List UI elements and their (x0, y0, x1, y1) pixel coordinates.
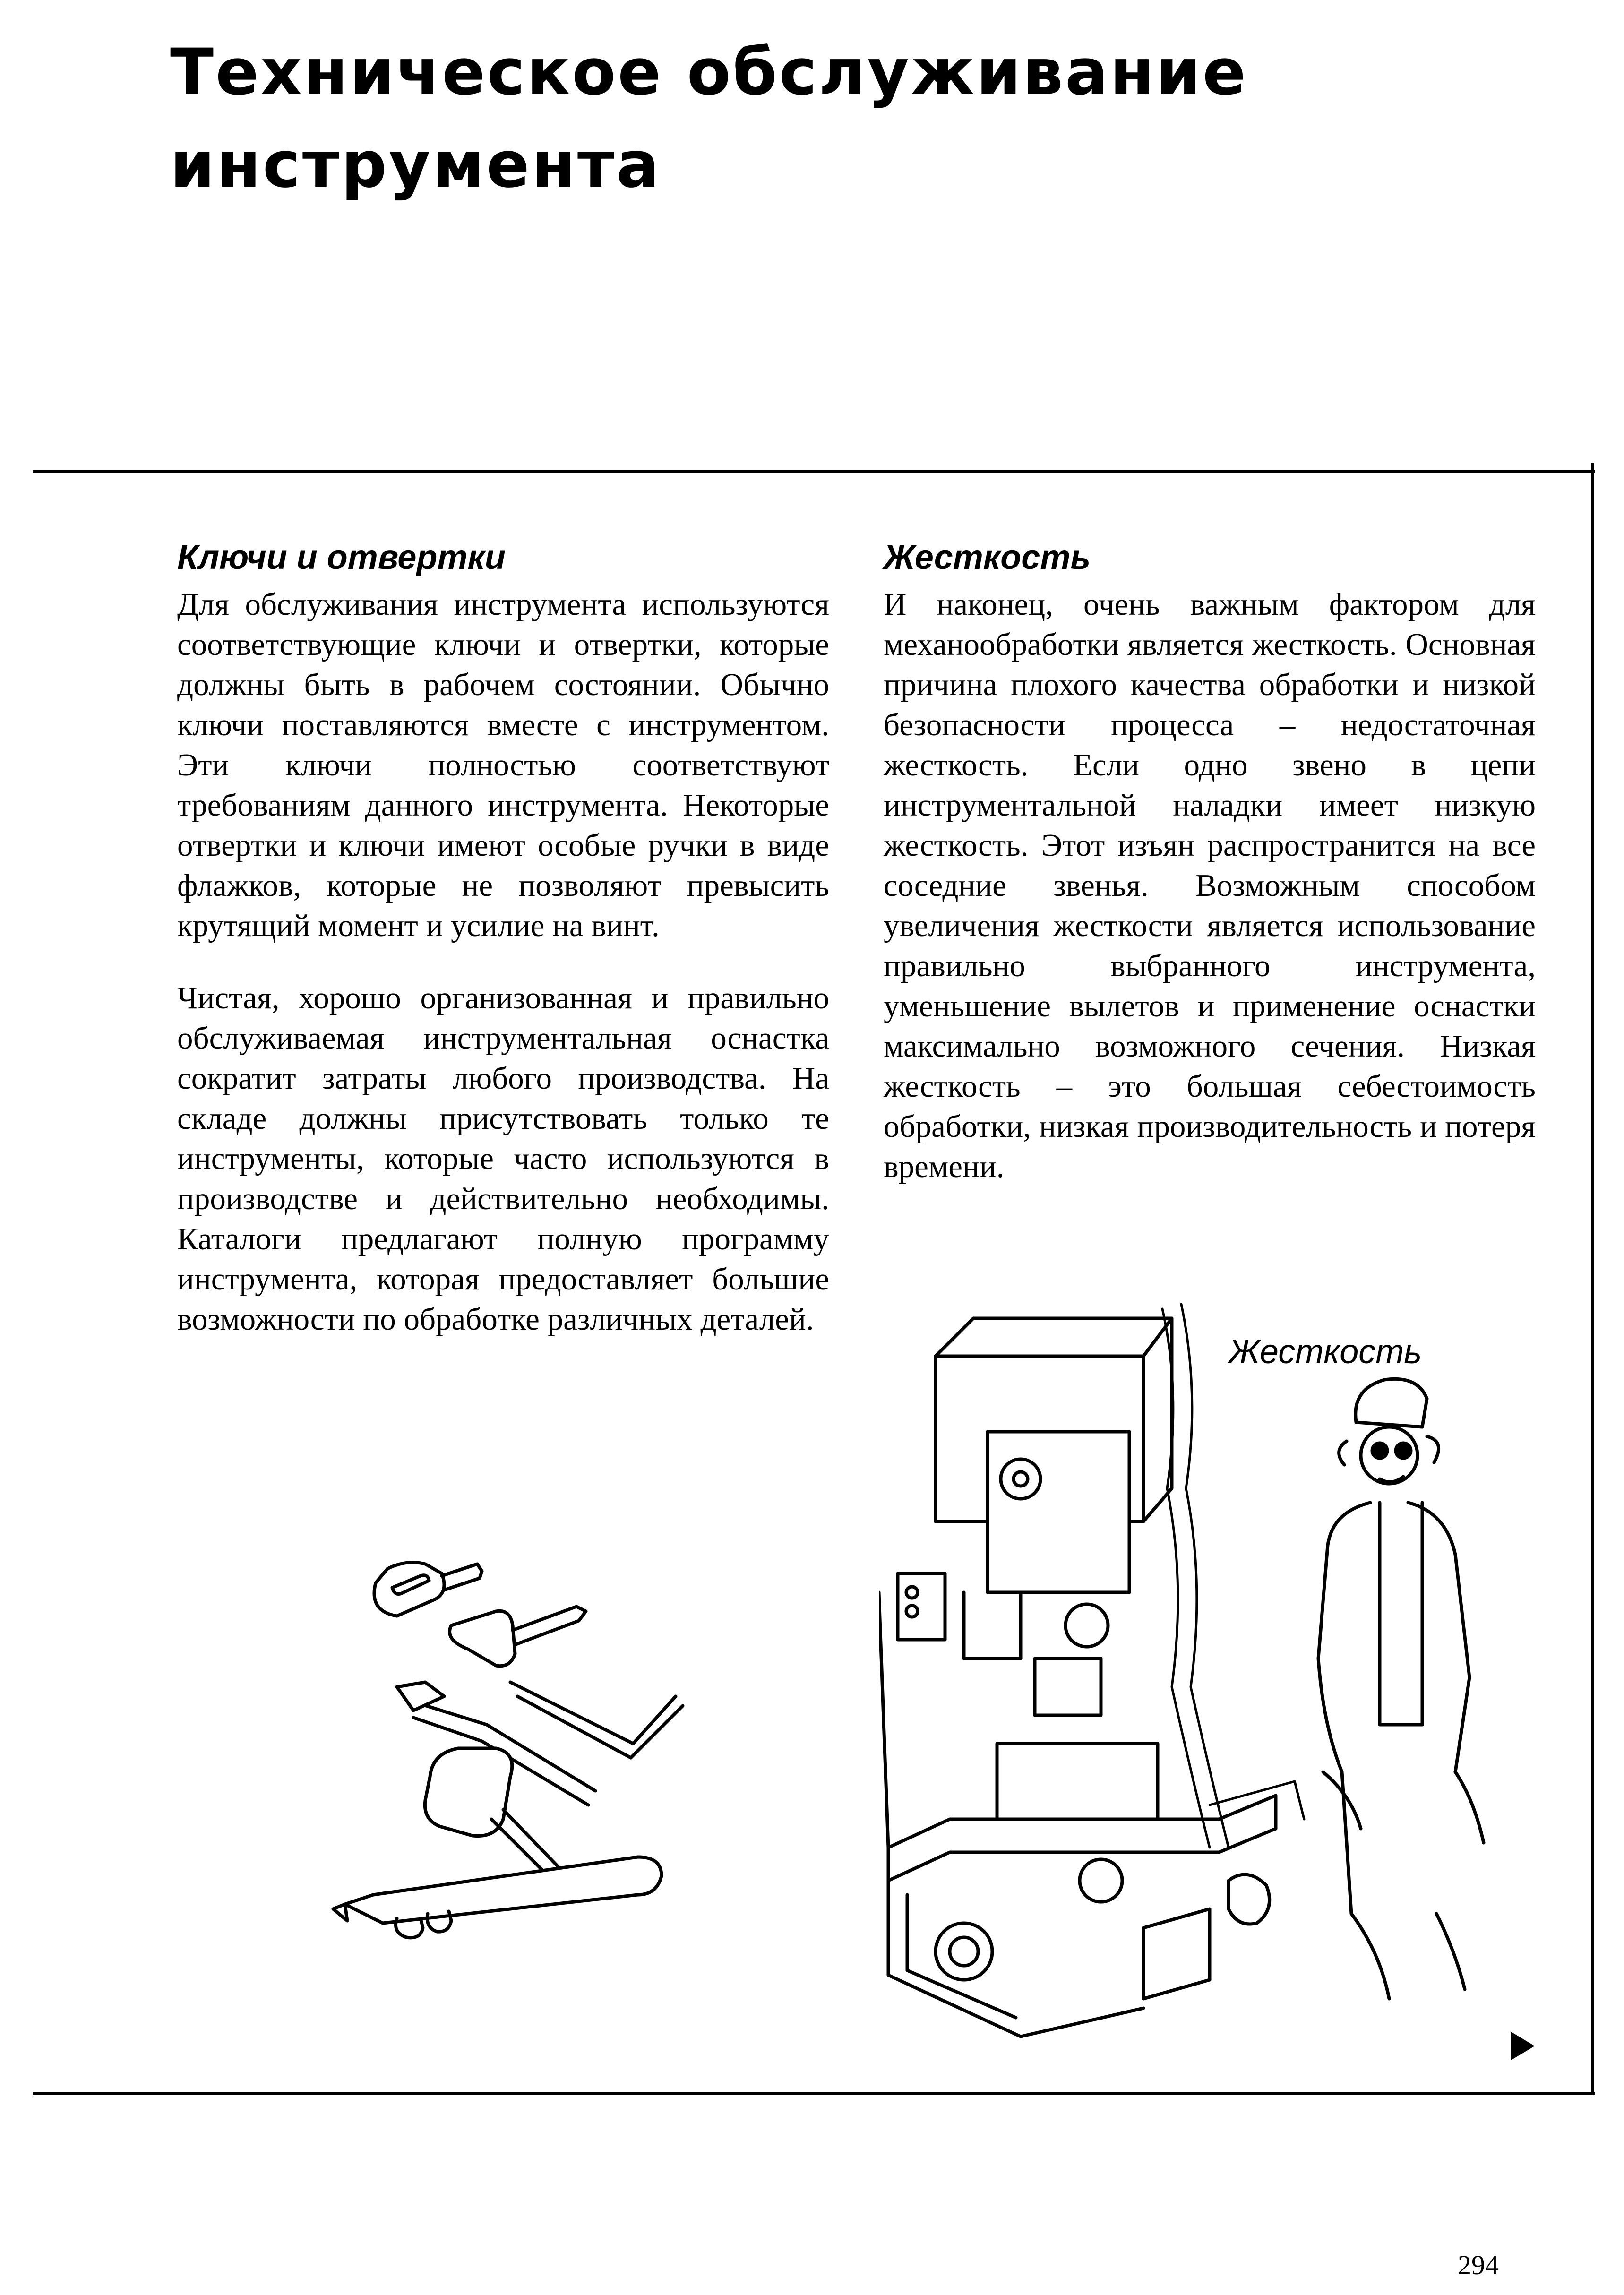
paragraph-rigidity: И наконец, очень важным фактором для механообработки является жесткость. Основная причина плохого качества обработки и низкой безопасности процесса – недостаточная жесткость. Если одно звено в цепи инструментальной наладки имеет низкую жесткость. Этот изъян распространится на все соседние звенья. Возможным способом увеличения жесткости является использование правильно выбранного инструмента, уменьшение вылетов и применение оснастки максимально возможного сечения. Низкая жесткость – это большая себестоимость обработки, низкая производительность и потеря времени. (884, 587, 1536, 1184)
milling-machine-icon (879, 1318, 1276, 2037)
left-column (177, 532, 829, 1372)
right-column (884, 532, 1536, 1219)
paragraph-keys-2: Чистая, хорошо организованная и правильно обслуживаемая инструментальная оснастка сократит затраты любого производства. На складе должны присутствовать только те инструменты, которые часто используются в производстве и действительно необходимы. Каталоги предлагают полную программу инструмента, которая предоставляет большие возможности по обработке различных деталей. (177, 980, 829, 1337)
machine-rigidity-illustration (879, 1299, 1550, 2084)
paragraph-keys-1: Для обслуживания инструмента используются соответствующие ключи и отвертки, которые должны быть в рабочем состоянии. Обычно ключи поставляются вместе с инструментом. Эти ключи полностью соответствуют требованиям данного инструмента. Некоторые отвертки и ключи имеют особые ручки в виде флажков, которые не позволяют превысить крутящий момент и усилие на винт. (177, 587, 829, 943)
screwdriver-icon (450, 1607, 586, 1666)
section-heading-keys: Ключи и отвертки (177, 539, 506, 576)
section-heading-rigidity: Жесткость (884, 539, 1091, 576)
worried-worker-icon (1318, 1379, 1484, 1999)
vibration-lines-icon (1162, 1304, 1304, 1848)
page-number: 294 (1458, 2250, 1499, 2280)
page-title (170, 26, 1248, 211)
page-title-line-2: инструмента (170, 128, 662, 202)
tools-illustration (331, 1555, 723, 1980)
frame-bottom-rule (33, 2092, 1595, 2095)
illustration-caption: Жесткость (1229, 1333, 1422, 1371)
continue-arrow-icon (1511, 2032, 1535, 2060)
frame-right-rule (1591, 463, 1594, 2093)
pen-tool-icon (333, 1857, 662, 1938)
page-title-line-1: Техническое обслуживание (170, 35, 1248, 109)
screwdriver-icon (374, 1563, 482, 1616)
frame-top-rule (33, 470, 1595, 473)
